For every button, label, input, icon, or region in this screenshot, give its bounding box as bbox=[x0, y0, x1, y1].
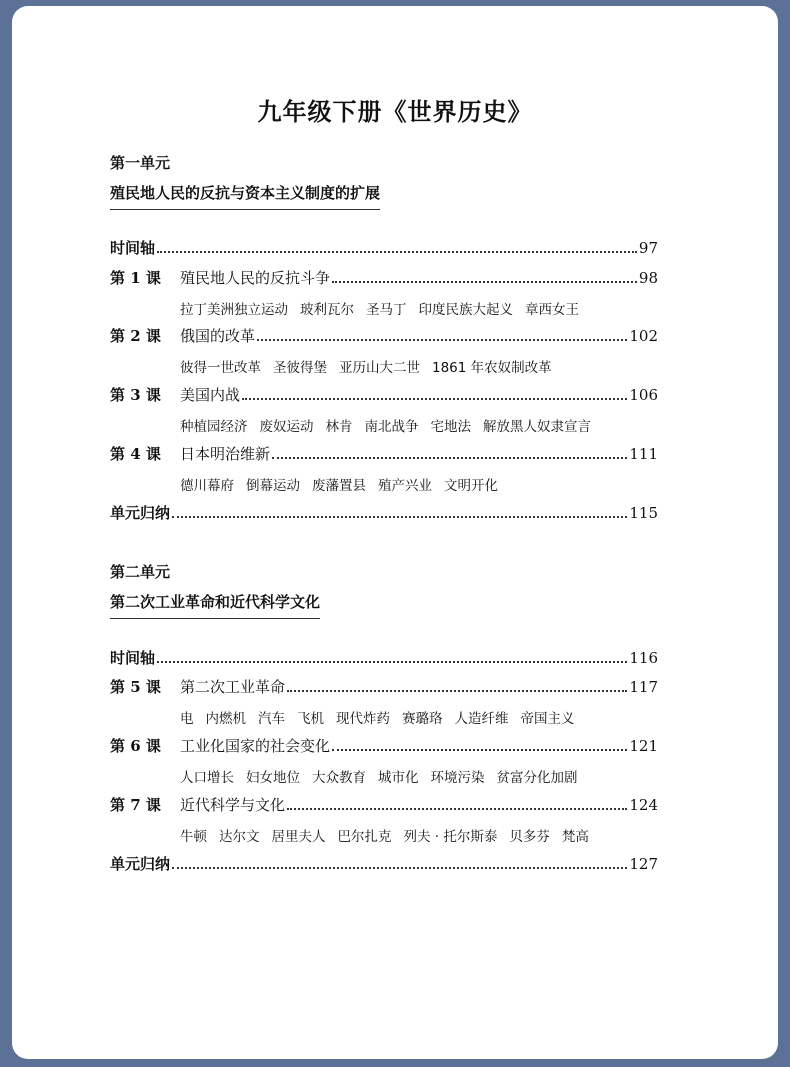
topic: 列夫 · 托尔斯泰 bbox=[403, 829, 498, 845]
topic: 玻利瓦尔 bbox=[300, 302, 354, 318]
leader-dots bbox=[257, 339, 627, 341]
topic: 拉丁美洲独立运动 bbox=[180, 302, 288, 318]
topic: 城市化 bbox=[378, 770, 419, 786]
page-number: 124 bbox=[629, 796, 658, 814]
page-number: 127 bbox=[629, 855, 658, 873]
leader-dots bbox=[172, 516, 627, 518]
topic: 林肯 bbox=[325, 419, 353, 435]
lesson-number: 第 6 课 bbox=[110, 737, 161, 755]
topic: 牛顿 bbox=[180, 829, 207, 845]
unit-1-name: 殖民地人民的反抗与资本主义制度的扩展 bbox=[110, 182, 380, 210]
topic: 梵高 bbox=[561, 829, 589, 845]
toc-entry-label: 时间轴 bbox=[110, 649, 156, 667]
unit-1-label: 第一单元 bbox=[110, 154, 171, 172]
toc-row-lesson-6[interactable] bbox=[110, 734, 658, 756]
toc-row-timeline[interactable] bbox=[110, 236, 658, 258]
lesson-topics bbox=[180, 474, 510, 494]
lesson-number: 第 4 课 bbox=[110, 445, 161, 463]
topic: 贫富分化加剧 bbox=[496, 770, 578, 786]
topic: 解放黑人奴隶宣言 bbox=[483, 419, 591, 435]
toc-row-lesson-1[interactable] bbox=[110, 266, 658, 288]
lesson-topics bbox=[180, 766, 590, 786]
leader-dots bbox=[272, 457, 627, 459]
lesson-topics bbox=[180, 415, 603, 435]
page-number: 106 bbox=[629, 386, 658, 404]
topic: 1861 年农奴制改革 bbox=[432, 360, 552, 376]
leader-dots bbox=[157, 661, 627, 663]
lesson-number: 第 2 课 bbox=[110, 327, 161, 345]
topic: 内燃机 bbox=[205, 711, 246, 727]
lesson-topics bbox=[180, 825, 601, 845]
page-title: 九年级下册《世界历史》 bbox=[257, 97, 533, 126]
page-number: 102 bbox=[629, 327, 658, 345]
topic: 居里夫人 bbox=[271, 829, 326, 845]
toc-row-timeline[interactable] bbox=[110, 646, 658, 668]
lesson-number: 第 3 课 bbox=[110, 386, 161, 404]
lesson-name: 第二次工业革命 bbox=[180, 678, 286, 696]
page-number: 111 bbox=[629, 445, 658, 463]
toc-row-summary[interactable] bbox=[110, 501, 658, 523]
page-number: 116 bbox=[629, 649, 658, 667]
lesson-name: 俄国的改革 bbox=[180, 327, 256, 345]
lesson-number: 第 5 课 bbox=[110, 678, 161, 696]
topic: 亚历山大二世 bbox=[339, 360, 420, 376]
toc-page bbox=[12, 6, 778, 1059]
topic: 圣彼得堡 bbox=[273, 360, 327, 376]
toc-entry-label: 单元归纳 bbox=[110, 504, 171, 522]
toc-entry-label: 单元归纳 bbox=[110, 855, 171, 873]
leader-dots bbox=[172, 867, 627, 869]
topic: 人口增长 bbox=[180, 770, 234, 786]
topic: 飞机 bbox=[297, 711, 324, 727]
toc-row-lesson-5[interactable] bbox=[110, 675, 658, 697]
topic: 彼得一世改革 bbox=[180, 360, 261, 376]
topic: 圣马丁 bbox=[366, 302, 407, 318]
topic: 人造纤维 bbox=[454, 711, 509, 727]
topic: 德川幕府 bbox=[180, 478, 234, 494]
topic: 妇女地位 bbox=[246, 770, 300, 786]
leader-dots bbox=[332, 749, 627, 751]
toc-row-lesson-7[interactable] bbox=[110, 793, 658, 815]
topic: 倒幕运动 bbox=[246, 478, 300, 494]
toc-entry-label: 时间轴 bbox=[110, 239, 156, 257]
topic: 种植园经济 bbox=[180, 419, 248, 435]
toc-row-lesson-4[interactable] bbox=[110, 442, 658, 464]
toc-row-summary[interactable] bbox=[110, 852, 658, 874]
lesson-topics bbox=[180, 707, 587, 727]
topic: 汽车 bbox=[258, 711, 285, 727]
page-number: 97 bbox=[638, 239, 658, 257]
lesson-name: 日本明治维新 bbox=[180, 445, 271, 463]
page-number: 121 bbox=[629, 737, 658, 755]
lesson-name: 美国内战 bbox=[180, 386, 241, 404]
page-number: 115 bbox=[629, 504, 658, 522]
lesson-number: 第 7 课 bbox=[110, 796, 161, 814]
topic: 帝国主义 bbox=[520, 711, 575, 727]
lesson-name: 近代科学与文化 bbox=[180, 796, 286, 814]
lesson-topics bbox=[180, 356, 564, 376]
topic: 贝多芬 bbox=[509, 829, 550, 845]
lesson-topics bbox=[180, 298, 591, 318]
toc-row-lesson-3[interactable] bbox=[110, 383, 658, 405]
leader-dots bbox=[157, 251, 637, 253]
topic: 宅地法 bbox=[430, 419, 471, 435]
topic: 废奴运动 bbox=[259, 419, 314, 435]
unit-2-label: 第二单元 bbox=[110, 563, 171, 581]
lesson-name: 殖民地人民的反抗斗争 bbox=[180, 269, 331, 287]
topic: 大众教育 bbox=[312, 770, 366, 786]
topic: 废藩置县 bbox=[312, 478, 366, 494]
lesson-name: 工业化国家的社会变化 bbox=[180, 737, 331, 755]
leader-dots bbox=[287, 690, 627, 692]
topic: 文明开化 bbox=[444, 478, 498, 494]
lesson-number: 第 1 课 bbox=[110, 269, 161, 287]
leader-dots bbox=[332, 281, 637, 283]
topic: 殖产兴业 bbox=[378, 478, 432, 494]
topic: 达尔文 bbox=[219, 829, 260, 845]
topic: 环境污染 bbox=[430, 770, 485, 786]
topic: 印度民族大起义 bbox=[418, 302, 513, 318]
leader-dots bbox=[242, 398, 627, 400]
topic: 赛璐珞 bbox=[402, 711, 443, 727]
page-number: 98 bbox=[638, 269, 658, 287]
leader-dots bbox=[287, 808, 627, 810]
topic: 巴尔扎克 bbox=[337, 829, 392, 845]
topic: 南北战争 bbox=[364, 419, 419, 435]
page-number: 117 bbox=[629, 678, 658, 696]
topic: 现代炸药 bbox=[336, 711, 390, 727]
toc-row-lesson-2[interactable] bbox=[110, 324, 658, 346]
unit-2-name: 第二次工业革命和近代科学文化 bbox=[110, 591, 320, 619]
topic: 电 bbox=[180, 711, 194, 727]
topic: 章西女王 bbox=[525, 302, 579, 318]
